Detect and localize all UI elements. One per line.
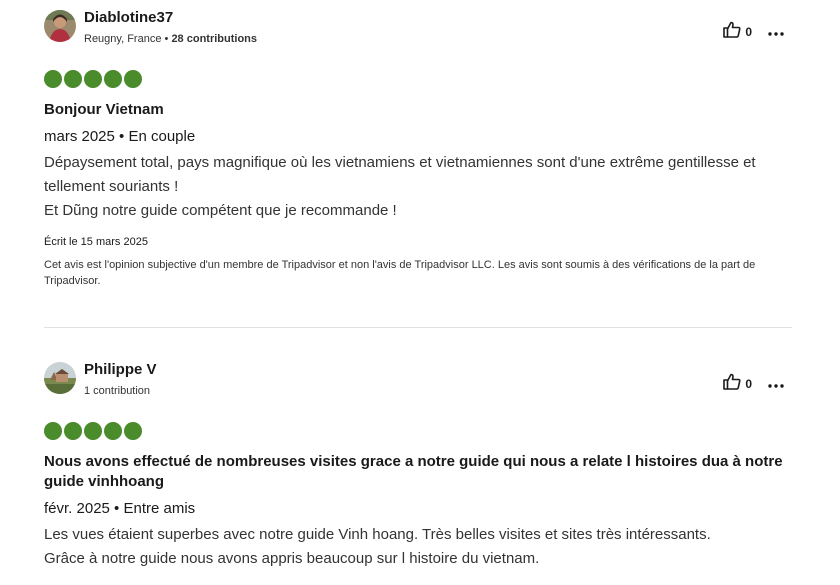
rating-bubbles <box>44 70 792 88</box>
review-divider <box>44 327 792 328</box>
helpful-vote-button[interactable] <box>723 373 752 395</box>
review-title[interactable]: Nous avons effectué de nombreuses visites grace a notre guide qui nous a relate l histoires dua à notre guide vinhhoang <box>44 453 783 490</box>
helpful-count: 0 <box>745 377 752 391</box>
author-location: Reugny, France <box>84 33 162 45</box>
rating-bubble-icon <box>104 70 122 88</box>
rating-bubble-icon <box>84 422 102 440</box>
rating-bubble-icon <box>104 422 122 440</box>
written-date: Écrit le 15 mars 2025 <box>44 236 148 248</box>
meta-separator: • <box>164 33 169 45</box>
more-options-button[interactable] <box>768 23 784 41</box>
author-meta <box>84 385 150 397</box>
review-actions <box>723 21 784 43</box>
review-card <box>44 10 792 289</box>
rating-bubble-icon <box>64 70 82 88</box>
review-body <box>44 523 792 571</box>
rating-bubble-icon <box>64 422 82 440</box>
more-options-icon[interactable] <box>768 23 784 41</box>
review-paragraph: Grâce à notre guide nous avons appris beaucoup sur l histoire du vietnam. <box>44 550 540 567</box>
contributions-count: 1 contribution <box>84 385 151 397</box>
avatar[interactable] <box>44 362 76 394</box>
more-options-button[interactable] <box>768 375 784 393</box>
rating-bubble-icon <box>84 70 102 88</box>
review-paragraph: Et Dũng notre guide compétent que je recommande ! <box>44 202 397 219</box>
avatar[interactable] <box>44 10 76 42</box>
review-date-trip: mars 2025 • En couple <box>44 128 196 145</box>
review-paragraph: Dépaysement total, pays magnifique où les vietnamiens et vietnamiennes sont d'une extrême gentillesse et tellement souriants ! <box>44 154 756 195</box>
review-disclaimer: Cet avis est l'opinion subjective d'un membre de Tripadvisor et non l'avis de Tripadvisor LLC. Les avis sont soumis à des vérifications de la part de Tripadvisor. <box>44 259 756 287</box>
helpful-count: 0 <box>745 25 752 39</box>
review-actions <box>723 373 784 395</box>
author-name[interactable]: Diablotine37 <box>84 9 174 26</box>
rating-bubble-icon <box>124 422 142 440</box>
review-paragraph: Les vues étaient superbes avec notre guide Vinh hoang. Très belles visites et sites très intéressants. <box>44 526 711 543</box>
contributions-count: 28 contributions <box>171 33 257 45</box>
review-card <box>44 362 792 571</box>
rating-bubble-icon <box>44 70 62 88</box>
author-name[interactable]: Philippe V <box>84 361 157 378</box>
review-date-trip: févr. 2025 • Entre amis <box>44 500 196 517</box>
review-header <box>44 362 792 398</box>
review-body <box>44 151 792 223</box>
more-options-icon[interactable] <box>768 375 784 393</box>
thumbs-up-icon[interactable] <box>723 373 741 395</box>
review-title[interactable]: Bonjour Vietnam <box>44 101 164 118</box>
author-meta <box>84 33 257 45</box>
rating-bubbles <box>44 422 792 440</box>
thumbs-up-icon[interactable] <box>723 21 741 43</box>
rating-bubble-icon <box>124 70 142 88</box>
rating-bubble-icon <box>44 422 62 440</box>
review-header <box>44 10 792 46</box>
helpful-vote-button[interactable] <box>723 21 752 43</box>
